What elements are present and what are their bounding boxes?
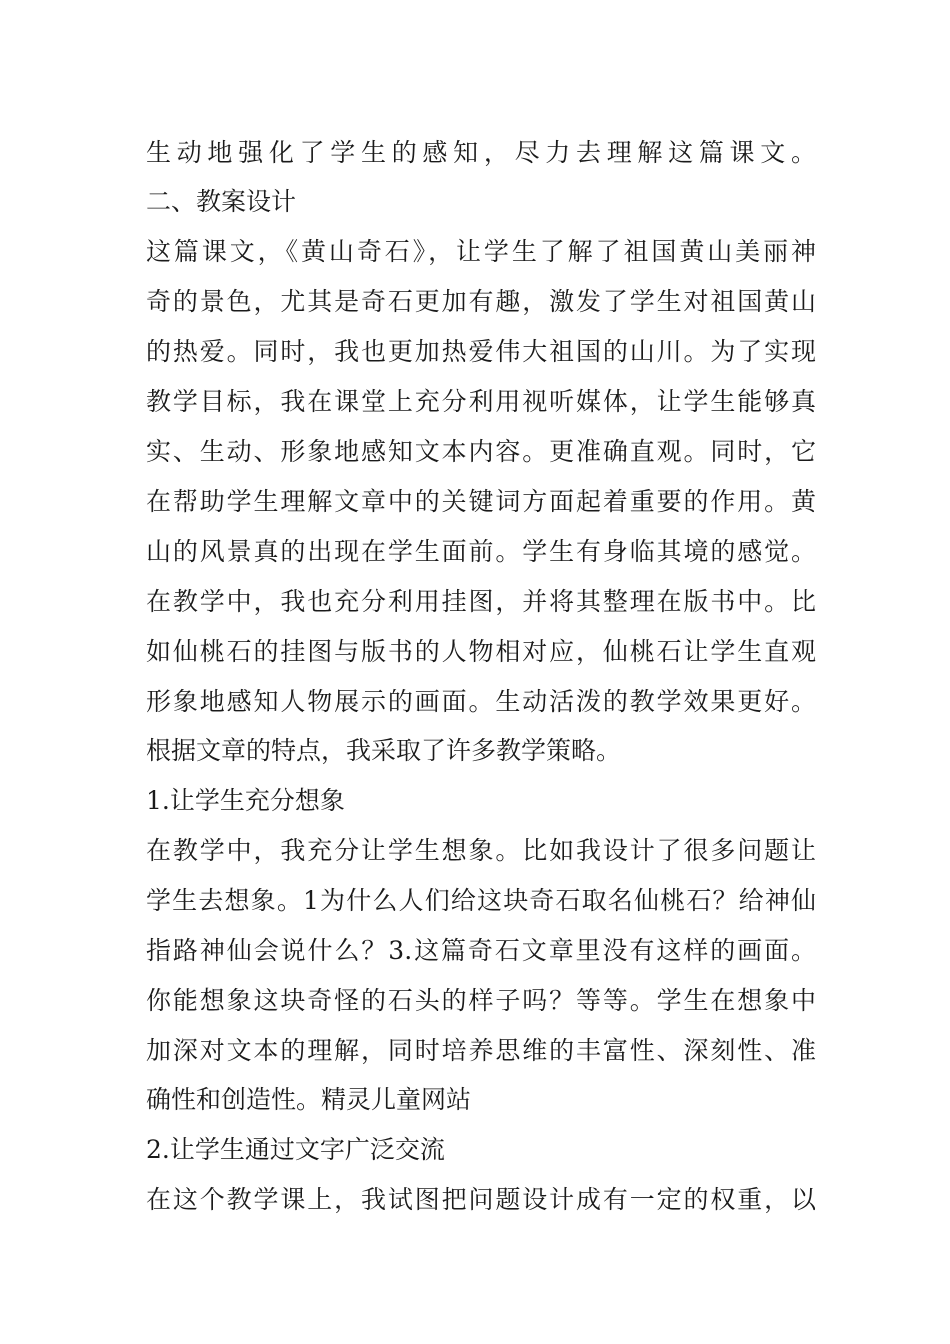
text-line: 教学目标，我在课堂上充分利用视听媒体，让学生能够真 (146, 387, 816, 416)
text-line: 的热爱。同时，我也更加热爱伟大祖国的山川。为了实现 (146, 337, 816, 366)
text-line: 在教学中，我充分让学生想象。比如我设计了很多问题让 (146, 836, 816, 865)
subsection-heading: 1.让学生充分想象 (146, 786, 345, 815)
text-line: 在这个教学课上，我试图把问题设计成有一定的权重，以 (146, 1185, 816, 1214)
text-line: 学生去想象。1为什么人们给这块奇石取名仙桃石？给神仙 (146, 886, 816, 915)
section-heading: 二、教案设计 (146, 187, 297, 216)
text-line: 确性和创造性。精灵儿童网站 (146, 1085, 472, 1114)
text-line: 指路神仙会说什么？3.这篇奇石文章里没有这样的画面。 (146, 936, 816, 965)
text-line: 山的风景真的出现在学生面前。学生有身临其境的感觉。 (146, 537, 816, 566)
text-line: 根据文章的特点，我采取了许多教学策略。 (146, 736, 622, 765)
text-line: 在教学中，我也充分利用挂图，并将其整理在版书中。比 (146, 587, 816, 616)
text-line: 在帮助学生理解文章中的关键词方面起着重要的作用。黄 (146, 487, 816, 516)
text-line: 实、生动、形象地感知文本内容。更准确直观。同时，它 (146, 437, 816, 466)
text-line: 这篇课文，《黄山奇石》，让学生了解了祖国黄山美丽神 (146, 237, 816, 266)
text-line: 生动地强化了学生的感知，尽力去理解这篇课文。 (146, 138, 816, 167)
text-line: 你能想象这块奇怪的石头的样子吗？等等。学生在想象中 (146, 986, 816, 1015)
text-line: 如仙桃石的挂图与版书的人物相对应，仙桃石让学生直观 (146, 637, 816, 666)
text-line: 形象地感知人物展示的画面。生动活泼的教学效果更好。 (146, 687, 816, 716)
subsection-heading: 2.让学生通过文字广泛交流 (146, 1135, 445, 1164)
text-line: 加深对文本的理解，同时培养思维的丰富性、深刻性、准 (146, 1036, 816, 1065)
text-line: 奇的景色，尤其是奇石更加有趣，激发了学生对祖国黄山 (146, 287, 816, 316)
